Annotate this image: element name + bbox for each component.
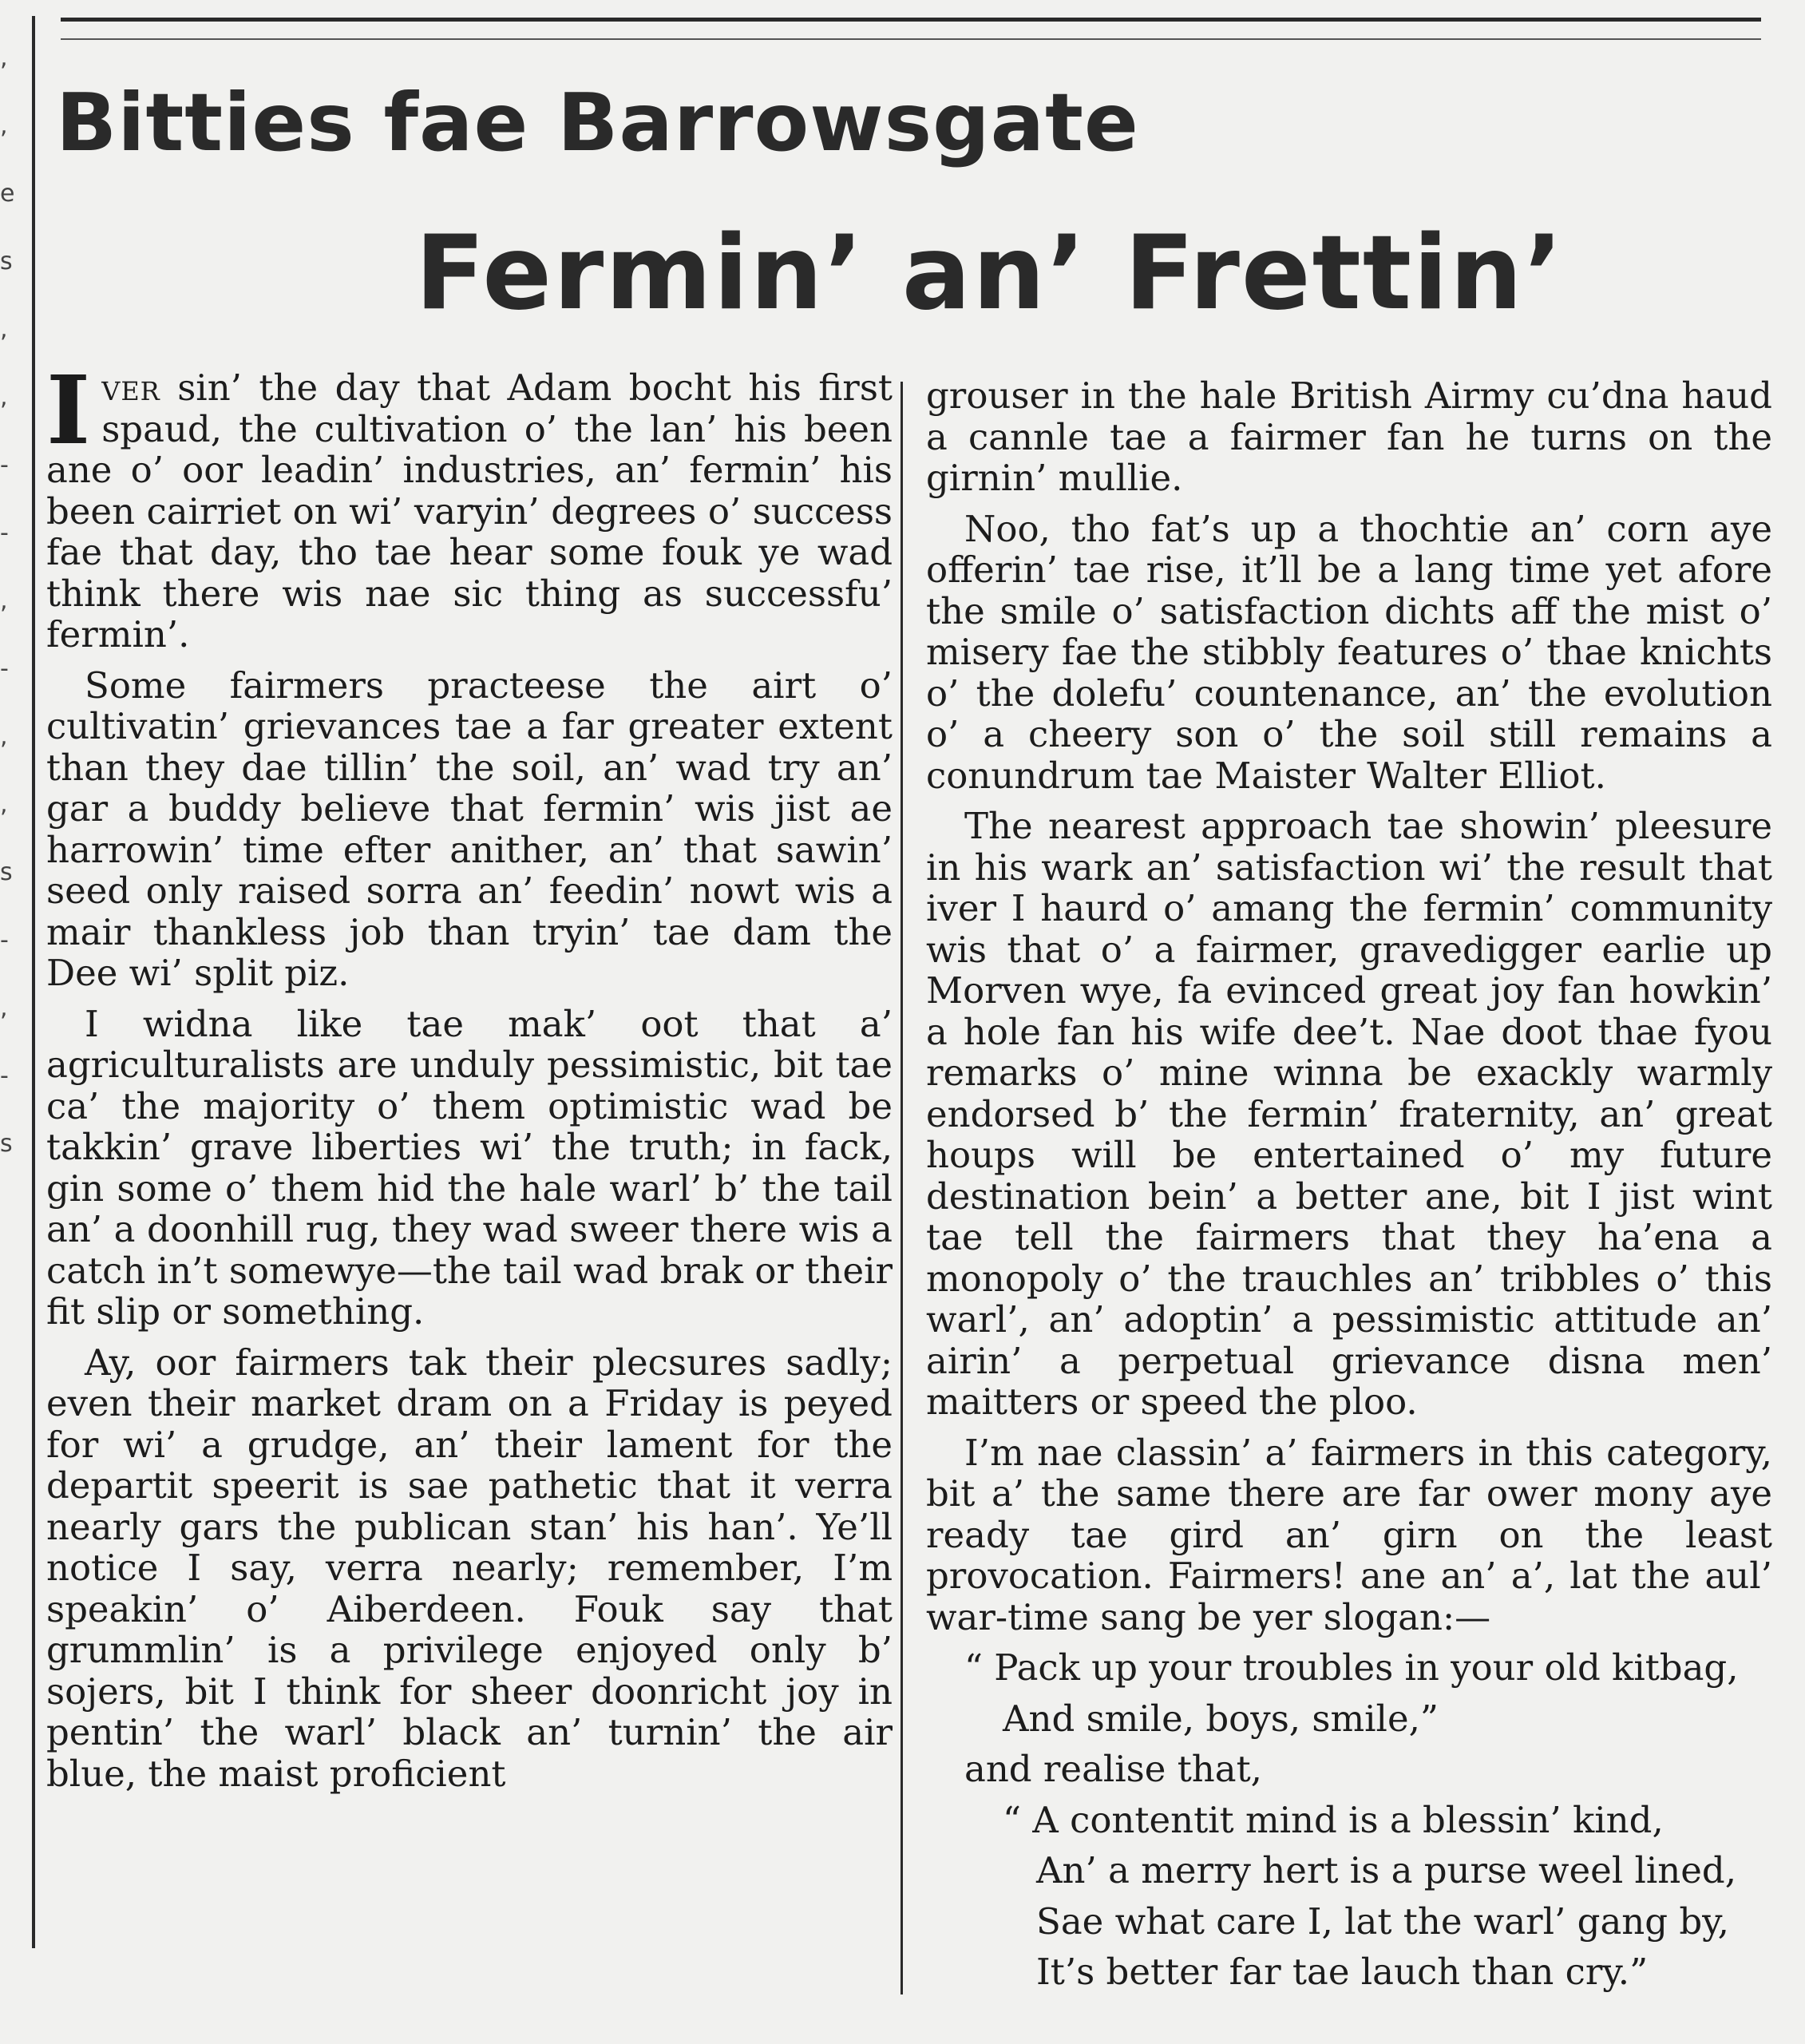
song-line: And smile, boys, smile,” <box>1003 1697 1439 1740</box>
lead-in: ver <box>101 366 160 409</box>
song-line: “ Pack up your troubles in your old kitbag, <box>964 1646 1739 1689</box>
adjacent-column-fragments: , , e s , , - - , - , , s - , - s <box>0 44 15 1158</box>
paragraph-text: sin’ the day that Adam bocht his first spaud, the cultivation o’ the lan’ his been ane o’ oor leadin’ industries, an’ fermin’ his been cairriet on wi’ varyin’ degrees o’ success fae that day, tho tae hear some fouk ye wad think there wis nae sic thing as successfu’ fermin’. <box>46 366 893 656</box>
top-border-rule-thin <box>61 38 1761 40</box>
article-column-1 <box>46 355 893 1804</box>
kicker-heading: Bitties fae Barrowsgate <box>56 76 1139 169</box>
paragraph: Noo, tho fat’s up a thochtie an’ corn aye offerin’ tae rise, it’ll be a lang time yet afore the smile o’ satisfaction dichts aff the mist o’ misery fae the stibbly features o’ thae knichts o’ the dolefu’ countenance, an’ the evolution o’ a cheery son o’ the soil still remains a conundrum tae Maister Walter Elliot. <box>926 507 1772 797</box>
paragraph: The nearest approach tae showin’ pleesure in his wark an’ satisfaction wi’ the result that iver I haurd o’ amang the fermin’ community wis that o’ a fairmer, gravedigger earlie up Morven wye, fa evinced great joy fan howkin’ a hole fan his wife dee’t. Nae doot thae fyou remarks o’ mine winna be exackly warmly endorsed b’ the fermin’ fraternity, an’ great houps will be entertained o’ my future destination bein’ a better ane, bit I jist wint tae tell the fairmers that they ha’ena a monopoly o’ the trauchles an’ tribbles o’ this warl’, an’ adoptin’ a pessimistic attitude an’ airin’ a perpetual grievance disna men’ maitters or speed the ploo. <box>926 805 1772 1423</box>
paragraph: I’m nae classin’ a’ fairmers in this category, bit a’ the same there are far ower mony aye ready tae gird an’ girn on the least provocation. Fairmers! ane an’ a’, lat the aul’ war-time sang be yer slogan:— <box>926 1431 1772 1638</box>
paragraph: grouser in the hale British Airmy cu’dna haud a cannle tae a fairmer fan he turns on the girnin’ mullie. <box>926 374 1772 499</box>
verse-line: “ A contentit mind is a blessin’ kind, <box>1003 1798 1664 1841</box>
verse-line: An’ a merry hert is a purse weel lined, <box>1036 1849 1737 1891</box>
verse-line: Sae what care I, lat the warl’ gang by, <box>1036 1899 1729 1943</box>
paragraph: I widna like tae mak’ oot that a’ agriculturalists are unduly pessimistic, bit tae ca’ the majority o’ them optimistic wad be takkin’ grave liberties wi’ the truth; in fack, gin some o’ them hid the hale warl’ b’ the tail an’ a doonhill rug, they wad sweer there wis a catch in’t somewye—the tail wad brak or their fit slip or something. <box>46 1002 893 1333</box>
paragraph <box>46 355 893 656</box>
column-divider-rule <box>901 382 903 1994</box>
paragraph: Some fairmers practeese the airt o’ cultivatin’ grievances tae a far greater extent than they dae tillin’ the soil, an’ wad try an’ gar a buddy believe that fermin’ wis jist ae harrowin’ time efter anither, an’ that sawin’ seed only raised sorra an’ feedin’ nowt wis a mair thankless job than tryin’ tae dam the Dee wi’ split piz. <box>46 664 893 994</box>
left-border-rule <box>32 16 35 1948</box>
paragraph: Ay, oor fairmers tak their plecsures sadly; even their market dram on a Friday is peyed for wi’ a grudge, an’ their lament for the departit speerit is sae pathetic that it verra nearly gars the publican stan’ his han’. Ye’ll notice I say, verra nearly; remember, I’m speakin’ o’ Aiberdeen. Fouk say that grummlin’ is a privilege enjoyed only b’ sojers, bit I think for sheer doonricht joy in pentin’ the warl’ black an’ turnin’ the air blue, the maist proficient <box>46 1341 893 1795</box>
top-border-rule <box>61 18 1761 22</box>
headline: Fermin’ an’ Frettin’ <box>415 214 1565 333</box>
verse-line: It’s better far tae lauch than cry.” <box>1036 1951 1649 1993</box>
drop-cap: I <box>46 355 91 465</box>
song-after-line: and realise that, <box>964 1748 1262 1790</box>
article-column-2 <box>926 375 1772 2002</box>
